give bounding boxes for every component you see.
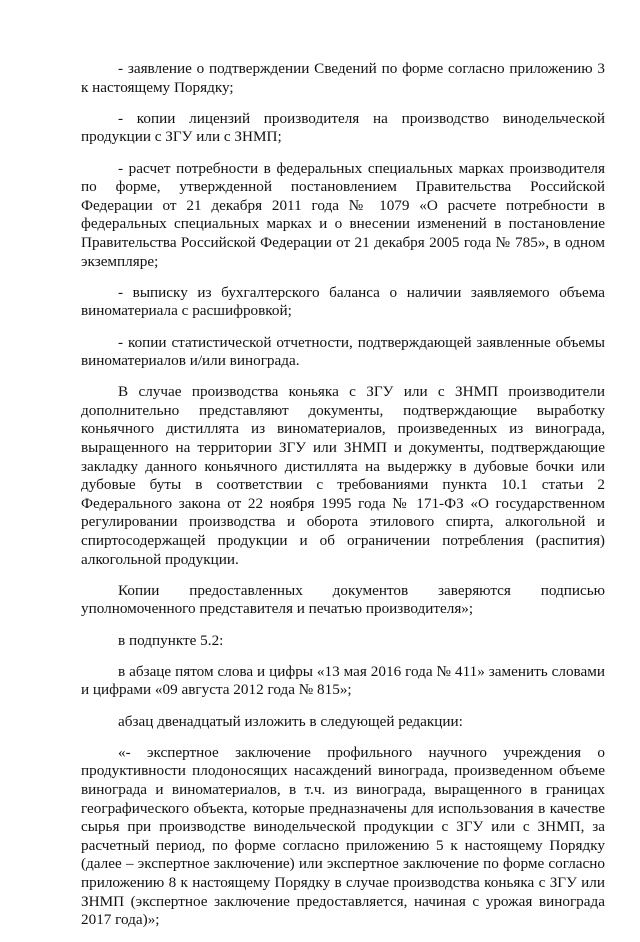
paragraph-license-copies: - копии лицензий производителя на производство винодельческой продукции с ЗГУ или с ЗНМП;: [81, 109, 605, 146]
paragraph-twelfth-paragraph-intro: абзац двенадцатый изложить в следующей редакции:: [118, 712, 463, 730]
paragraph-subclause-5-2: в подпункте 5.2:: [118, 631, 224, 649]
paragraph-balance-extract: - выписку из бухгалтерского баланса о наличии заявляемого объема виноматериала с расшифровкой;: [81, 283, 605, 320]
paragraph-application-statement: - заявление о подтверждении Сведений по форме согласно приложению 3 к настоящему Порядку;: [81, 60, 605, 96]
document-page: [81, 60, 605, 942]
paragraph-cognac-production: В случае производства коньяка с ЗГУ или с ЗНМП производители дополнительно представляют документы, подтверждающие выработку коньячного дистиллята из виноматериалов, произведенных из винограда, выращенного на территории ЗГУ или ЗНМП и документы, подтверждающие закладку данного коньячного дистиллята на выдержку в дубовые бочки или дубовые буты в соответствии с требованиями пункта 10.1 статьи 2 Федерального закона от 22 ноября 1995 года № 171-ФЗ «О государственном регулировании производства и оборота этилового спирта, алкогольной и спиртосодержащей продукции и об ограничении потребления (распития) алкогольной продукции.: [81, 383, 605, 568]
paragraph-copies-certification: Копии предоставленных документов заверяются подписью уполномоченного представителя и печатью производителя»;: [81, 581, 605, 618]
paragraph-statistics-copies: - копии статистической отчетности, подтверждающей заявленные объемы виноматериалов и/или винограда.: [81, 333, 605, 370]
paragraph-expert-conclusion: «- экспертное заключение профильного научного учреждения о продуктивности плодоносящих насаждений винограда, произведенном объеме винограда и виноматериалов, в т.ч. из винограда, выращенного в границах географического объекта, которые предназначены для использования в качестве сырья при производстве винодельческой продукции с ЗГУ или с ЗНМП, за расчетный период, по форме согласно приложению 5 к настоящему Порядку (далее – экспертное заключение) или экспертное заключение по форме согласно приложению 8 к настоящему Порядку в случае производства коньяка с ЗГУ или ЗНМП (экспертное заключение предоставляется, начиная с урожая винограда 2017 года)»;: [81, 743, 605, 929]
paragraph-fifth-paragraph-change: в абзаце пятом слова и цифры «13 мая 2016 года № 411» заменить словами и цифрами «09 августа 2012 года № 815»;: [81, 662, 605, 699]
paragraph-stamp-calculation: - расчет потребности в федеральных специальных марках производителя по форме, утвержденной постановлением Правительства Российской Федерации от 21 декабря 2011 года № 1079 «О расчете потребности в федеральных специальных марках и о внесении изменений в постановление Правительства Российской Федерации от 21 декабря 2005 года № 785», в одном экземпляре;: [81, 159, 605, 270]
